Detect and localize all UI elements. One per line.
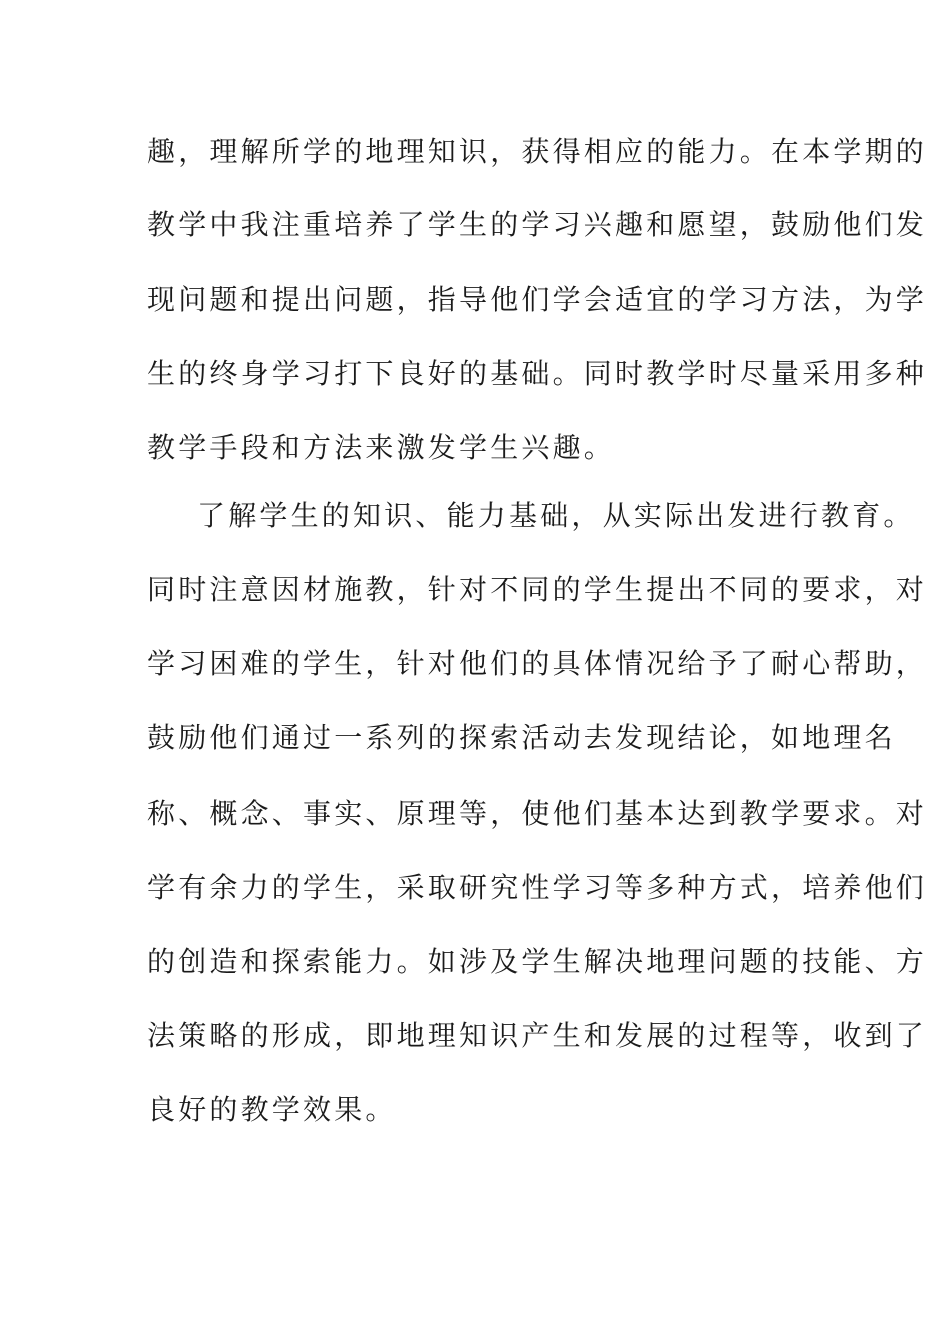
text-line: 现问题和提出问题，指导他们学会适宜的学习方法，为学 (147, 283, 928, 316)
text-line: 称、概念、事实、原理等，使他们基本达到教学要求。对 (147, 797, 928, 830)
text-line: 同时注意因材施教，针对不同的学生提出不同的要求，对 (147, 573, 928, 606)
text-line: 法策略的形成，即地理知识产生和发展的过程等，收到了 (147, 1019, 928, 1052)
paragraph-first-line: 了解学生的知识、能力基础，从实际出发进行教育。 (197, 499, 915, 532)
text-line: 教学手段和方法来激发学生兴趣。 (147, 431, 616, 464)
text-line: 的创造和探索能力。如涉及学生解决地理问题的技能、方 (147, 945, 928, 978)
text-line: 学有余力的学生，采取研究性学习等多种方式，培养他们 (147, 871, 928, 904)
text-line: 学习困难的学生，针对他们的具体情况给予了耐心帮助， (147, 647, 928, 680)
text-line: 鼓励他们通过一系列的探索活动去发现结论，如地理名 (147, 721, 896, 754)
text-line: 趣，理解所学的地理知识，获得相应的能力。在本学期的 (147, 135, 928, 168)
text-line: 教学中我注重培养了学生的学习兴趣和愿望，鼓励他们发 (147, 208, 928, 241)
text-line: 生的终身学习打下良好的基础。同时教学时尽量采用多种 (147, 357, 928, 390)
text-line: 良好的教学效果。 (147, 1093, 397, 1126)
